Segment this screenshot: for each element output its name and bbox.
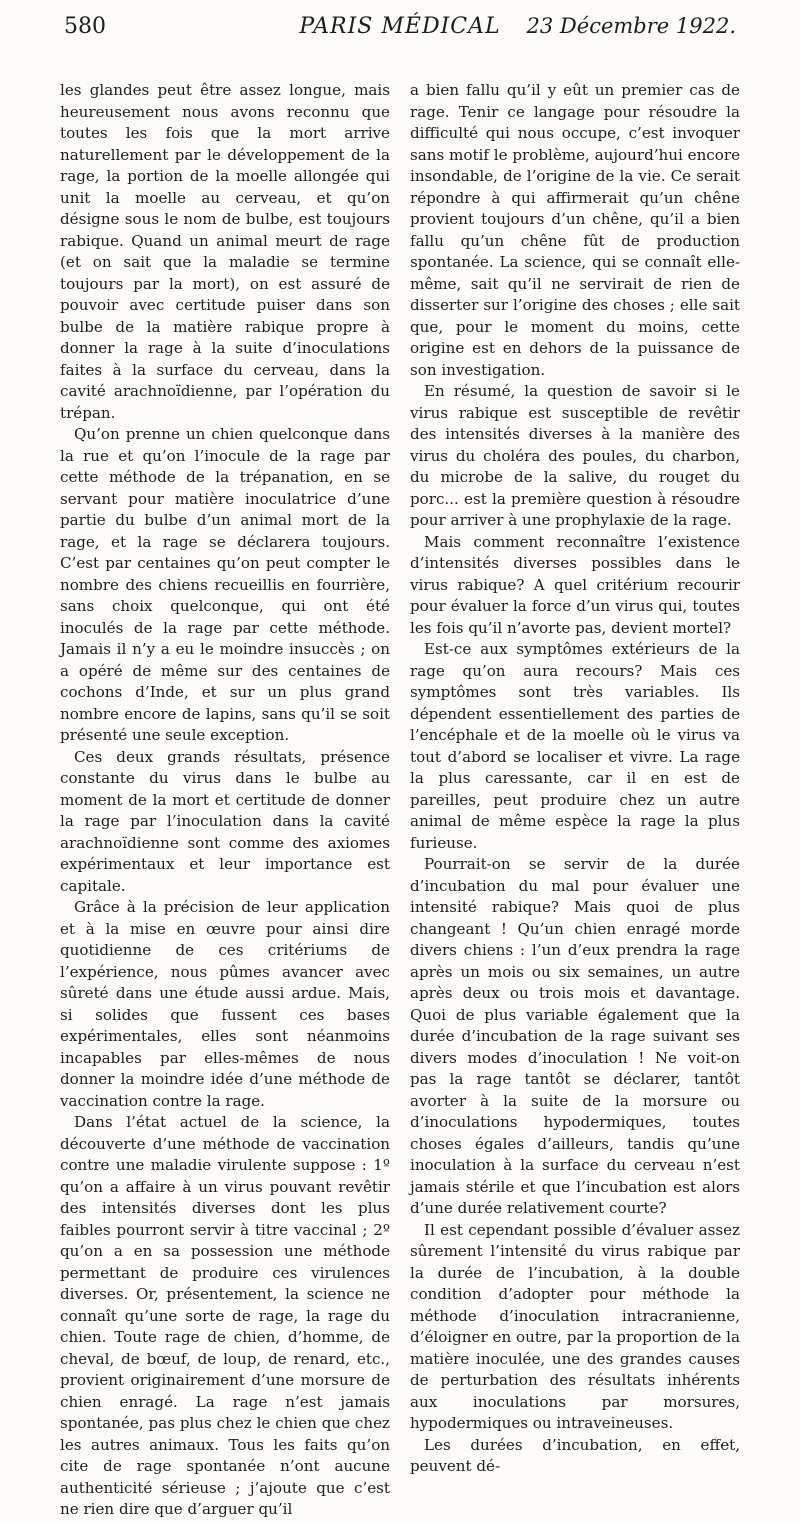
right-column — [410, 80, 740, 1478]
paragraph: En résumé, la question de savoir si le virus rabique est susceptible de revêtir des intensités diverses à la manière des virus du choléra des poules, du charbon, du microbe de la salive, du rouget du porc... est la première question à résoudre pour arriver à une prophylaxie de la rage. — [410, 382, 740, 529]
paragraph: Qu’on prenne un chien quelconque dans la rue et qu’on l’inocule de la rage par cette méthode de la trépanation, en se servant pour matière inoculatrice d’une partie du bulbe d’un animal mort de la rage, et la rage se déclarera toujours. C’est par centaines qu’on peut compter le nombre des chiens recueillis en fourrière, sans choix quelconque, qui ont été inoculés de la rage par cette méthode. Jamais il n’y a eu le moindre insuccès ; on a opéré de même sur des centaines de cochons d’Inde, et sur un plus grand nombre encore de lapins, sans qu’il se soit présenté une seule exception. — [60, 425, 390, 744]
issue-date: 23 Décembre 1922. — [526, 14, 736, 38]
paragraph: Les durées d’incubation, en effet, peuvent dé- — [410, 1435, 740, 1475]
paragraph: Est-ce aux symptômes extérieurs de la rage qu’on aura recours? Mais ces symptômes sont très variables. Ils dépendent essentiellement des parties de l’encéphale et de la moelle où le virus va tout d’abord se localiser et vivre. La rage la plus caressante, car il en est de pareilles, peut produire chez un autre animal de même espèce la rage la plus furieuse. — [410, 640, 740, 852]
page-header — [64, 14, 736, 54]
paragraph: Grâce à la précision de leur application et à la mise en œuvre pour ainsi dire quotidienne de ces critériums de l’expérience, nous pûmes avancer avec sûreté dans une étude aussi ardue. Mais, si solides que fussent ces bases expérimentales, elles sont néanmoins incapables par elles-mêmes de nous donner la moindre idée d’une méthode de vaccination contre la rage. — [60, 898, 390, 1110]
paragraph: Pourrait-on se servir de la durée d’incubation du mal pour évaluer une intensité rabique? Mais quoi de plus changeant ! Qu’un chien enragé morde divers chiens : l’un d’eux prendra la rage après un mois ou six semaines, un autre après deux ou trois mois et davantage. Quoi de plus variable également que la durée d’incubation de la rage suivant ses divers modes d’inoculation ! Ne voit-on pas la rage tantôt se déclarer, tantôt avorter à la suite de la morsure ou d’inoculations hypodermiques, toutes choses égales d’ailleurs, tandis qu’une inoculation à la surface du cerveau n’est jamais stérile et que l’incubation est alors d’une durée relativement courte? — [410, 855, 740, 1217]
paragraph: Il est cependant possible d’évaluer assez sûrement l’intensité du virus rabique par la durée de l’incubation, à la double condition d’adopter pour méthode la méthode d’inoculation intracranienne, d’éloigner en outre, par la proportion de la matière inoculée, une des grandes causes de perturbation des résultats inhérents aux inoculations par morsures, hypodermiques ou intraveineuses. — [410, 1220, 740, 1432]
paragraph: Ces deux grands résultats, présence constante du virus dans le bulbe au moment de la mort et certitude de donner la rage par l’inoculation dans la cavité arachnoïdienne sont comme des axiomes expérimentaux et leur importance est capitale. — [60, 747, 390, 895]
journal-title: PARIS MÉDICAL — [299, 14, 501, 39]
paragraph: a bien fallu qu’il y eût un premier cas de rage. Tenir ce langage pour résoudre la difficulté qui nous occupe, c’est invoquer sans motif le problème, aujourd’hui encore insondable, de l’origine de la vie. Ce serait répondre à qui affirmerait qu’un chêne provient toujours d’un chêne, qu’il a bien fallu qu’un chêne fût de production spontanée. La science, qui se connaît elle-même, sait qu’il ne servirait de rien de disserter sur l’origine des choses ; elle sait que, pour le moment du moins, cette origine est en dehors de la puissance de son investigation. — [410, 81, 740, 379]
page-number: 580 — [64, 14, 106, 39]
paragraph: Dans l’état actuel de la science, la découverte d’une méthode de vaccination contre une maladie virulente suppose : 1º qu’on a affaire à un virus pouvant revêtir des intensités diverses dont les plus faibles pourront servir à titre vaccinal ; 2º qu’on a en sa possession une méthode permettant de produire ces virulences diverses. Or, présentement, la science ne connaît qu’une sorte de rage, la rage du chien. Toute rage de chien, d’homme, de cheval, de bœuf, de loup, de renard, etc., provient originairement d’une morsure de chien enragé. La rage n’est jamais spontanée, pas plus chez le chien que chez les autres animaux. Tous les faits qu’on cite de rage spontanée n’ont aucune authenticité sérieuse ; j’ajoute que c’est ne rien dire que d’arguer qu’il — [60, 1113, 390, 1518]
paragraph: les glandes peut être assez longue, mais heureusement nous avons reconnu que toutes les fois que la mort arrive naturellement par le développement de la rage, la portion de la moelle allongée qui unit la moelle au cerveau, et qu’on désigne sous le nom de bulbe, est toujours rabique. Quand un animal meurt de rage (et on sait que la maladie se termine toujours par la mort), on est assuré de pouvoir avec certitude puiser dans son bulbe de la matière rabique propre à donner la rage à la suite d’inoculations faites à la surface du cerveau, dans la cavité arachnoïdienne, par l’opération du trépan. — [60, 81, 390, 422]
left-column — [60, 80, 390, 1521]
paragraph: Mais comment reconnaître l’existence d’intensités diverses possibles dans le virus rabique? A quel critérium recourir pour évaluer la force d’un virus qui, toutes les fois qu’il n’avorte pas, devient mortel? — [410, 532, 740, 637]
